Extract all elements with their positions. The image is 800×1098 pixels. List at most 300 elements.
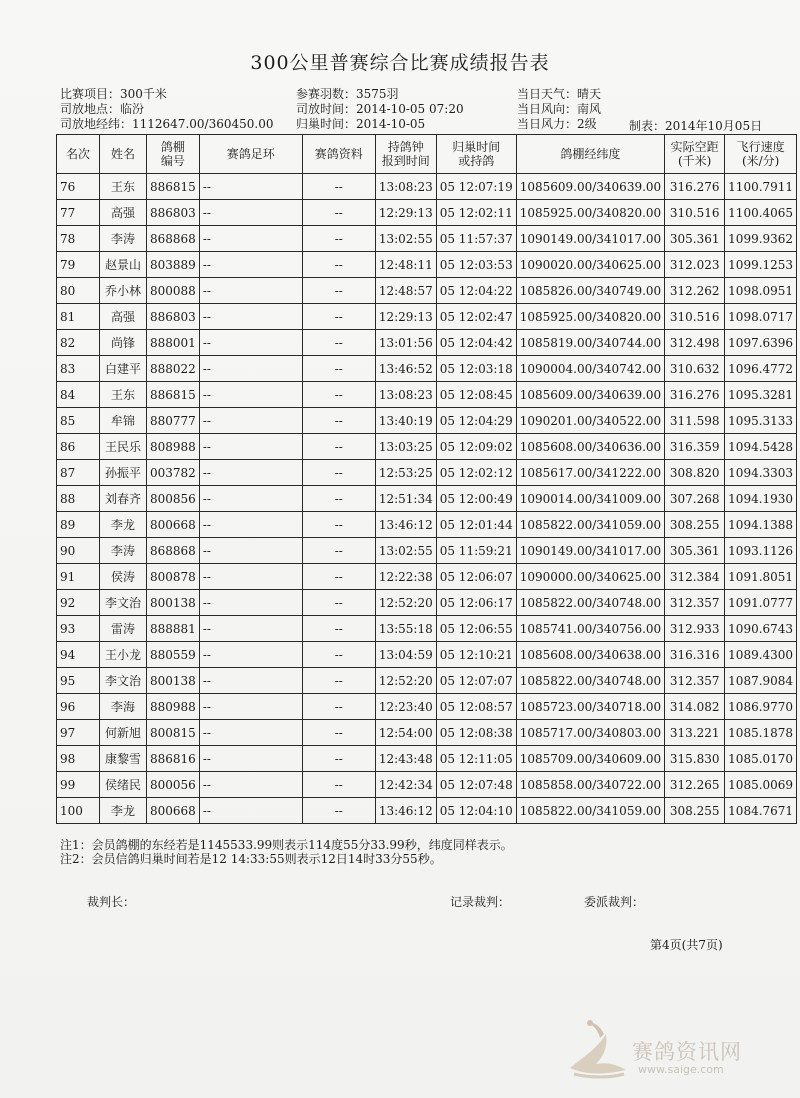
page-number: 第4页(共7页): [650, 938, 723, 952]
cell-pigeon-info: --: [302, 590, 375, 616]
table-row: [57, 616, 797, 642]
results-table: [56, 134, 797, 824]
header-distance-text: 实际空距 (千米): [670, 140, 719, 168]
cell-loft-number: 800878: [147, 564, 200, 590]
cell-loft-coordinates: 1085822.00/340748.00: [516, 668, 664, 694]
cell-rank: 98: [57, 746, 100, 772]
cell-ring: --: [199, 616, 302, 642]
cell-name: 赵景山: [100, 252, 147, 278]
cell-clock-time: 12:53:25: [375, 460, 436, 486]
cell-ring: --: [199, 772, 302, 798]
header-loft-number-text: 鸽棚 编号: [160, 140, 185, 168]
cell-loft-number: 880559: [147, 642, 200, 668]
cell-return-time: 05 12:09:02: [436, 434, 516, 460]
cell-loft-number: 880777: [147, 408, 200, 434]
cell-distance: 308.820: [665, 460, 725, 486]
header-ring: 赛鸽足环: [199, 135, 302, 174]
watermark: [560, 1012, 780, 1084]
cell-pigeon-info: --: [302, 304, 375, 330]
cell-return-time: 05 12:07:07: [436, 668, 516, 694]
cell-loft-coordinates: 1090149.00/341017.00: [516, 538, 664, 564]
table-row: [57, 642, 797, 668]
cell-ring: --: [199, 330, 302, 356]
cell-rank: 77: [57, 200, 100, 226]
cell-name: 李涛: [100, 226, 147, 252]
cell-loft-number: 800088: [147, 278, 200, 304]
header-rank: 名次: [57, 135, 100, 174]
cell-distance: 308.255: [665, 798, 725, 824]
cell-ring: --: [199, 798, 302, 824]
table-row: [57, 226, 797, 252]
cell-clock-time: 12:23:40: [375, 694, 436, 720]
table-row: [57, 720, 797, 746]
recording-referee-label: 记录裁判：: [450, 895, 511, 909]
cell-distance: 312.262: [665, 278, 725, 304]
cell-rank: 87: [57, 460, 100, 486]
cell-pigeon-info: --: [302, 356, 375, 382]
cell-loft-coordinates: 1090014.00/341009.00: [516, 486, 664, 512]
cell-return-time: 05 11:57:37: [436, 226, 516, 252]
cell-name: 高强: [100, 200, 147, 226]
cell-loft-coordinates: 1085609.00/340639.00: [516, 382, 664, 408]
cell-rank: 83: [57, 356, 100, 382]
cell-pigeon-info: --: [302, 668, 375, 694]
table-row: [57, 512, 797, 538]
cell-ring: --: [199, 486, 302, 512]
cell-pigeon-info: --: [302, 434, 375, 460]
header-clock-time-text: 持鸽钟 报到时间: [381, 140, 430, 168]
footnote-2: 注2：会员信鸽归巢时间若是12 14:33:55则表示12日14时33分55秒。: [60, 852, 442, 866]
cell-rank: 79: [57, 252, 100, 278]
cell-distance: 316.276: [665, 174, 725, 200]
cell-clock-time: 12:43:48: [375, 746, 436, 772]
header-distance: [665, 135, 725, 174]
cell-return-time: 05 12:06:07: [436, 564, 516, 590]
cell-speed: 1098.0717: [725, 304, 797, 330]
cell-distance: 312.384: [665, 564, 725, 590]
cell-speed: 1091.0777: [725, 590, 797, 616]
cell-return-time: 05 12:03:53: [436, 252, 516, 278]
cell-loft-coordinates: 1085822.00/340748.00: [516, 590, 664, 616]
cell-ring: --: [199, 356, 302, 382]
table-row: [57, 174, 797, 200]
cell-speed: 1095.3133: [725, 408, 797, 434]
cell-pigeon-info: --: [302, 252, 375, 278]
cell-ring: --: [199, 382, 302, 408]
cell-loft-number: 888022: [147, 356, 200, 382]
cell-distance: 310.632: [665, 356, 725, 382]
cell-ring: --: [199, 252, 302, 278]
cell-loft-coordinates: 1085617.00/341222.00: [516, 460, 664, 486]
delegated-referee-label: 委派裁判：: [584, 895, 645, 909]
cell-ring: --: [199, 720, 302, 746]
cell-distance: 314.082: [665, 694, 725, 720]
footnote-1: 注1：会员鸽棚的东经若是1145533.99则表示114度55分33.99秒，纬度同样表示。: [60, 838, 513, 852]
watermark-site-name: 赛鸽资讯网: [632, 1040, 742, 1064]
cell-name: 白建平: [100, 356, 147, 382]
cell-speed: 1099.1253: [725, 252, 797, 278]
cell-rank: 86: [57, 434, 100, 460]
cell-name: 刘春齐: [100, 486, 147, 512]
table-row: [57, 252, 797, 278]
cell-return-time: 05 12:04:29: [436, 408, 516, 434]
table-header-row: [57, 135, 797, 174]
cell-ring: --: [199, 694, 302, 720]
cell-rank: 80: [57, 278, 100, 304]
cell-ring: --: [199, 538, 302, 564]
cell-name: 孙振平: [100, 460, 147, 486]
cell-loft-number: 800056: [147, 772, 200, 798]
cell-distance: 305.361: [665, 538, 725, 564]
cell-name: 李文治: [100, 590, 147, 616]
cell-distance: 308.255: [665, 512, 725, 538]
cell-ring: --: [199, 512, 302, 538]
release-coordinates: 司放地经纬：1112647.00/360450.00: [60, 117, 274, 131]
cell-clock-time: 13:03:25: [375, 434, 436, 460]
cell-clock-time: 12:29:13: [375, 304, 436, 330]
cell-return-time: 05 12:11:05: [436, 746, 516, 772]
table-row: [57, 668, 797, 694]
cell-distance: 311.598: [665, 408, 725, 434]
table-row: [57, 486, 797, 512]
cell-name: 李海: [100, 694, 147, 720]
cell-clock-time: 12:42:34: [375, 772, 436, 798]
cell-name: 王民乐: [100, 434, 147, 460]
cell-loft-number: 808988: [147, 434, 200, 460]
cell-ring: --: [199, 226, 302, 252]
cell-distance: 312.357: [665, 668, 725, 694]
cell-loft-number: 800668: [147, 512, 200, 538]
table-row: [57, 408, 797, 434]
cell-rank: 92: [57, 590, 100, 616]
table-row: [57, 798, 797, 824]
cell-name: 雷涛: [100, 616, 147, 642]
cell-distance: 312.933: [665, 616, 725, 642]
cell-rank: 94: [57, 642, 100, 668]
cell-speed: 1094.1388: [725, 512, 797, 538]
cell-rank: 88: [57, 486, 100, 512]
cell-loft-coordinates: 1090201.00/340522.00: [516, 408, 664, 434]
cell-rank: 81: [57, 304, 100, 330]
cell-clock-time: 13:40:19: [375, 408, 436, 434]
cell-loft-number: 800668: [147, 798, 200, 824]
cell-speed: 1093.1126: [725, 538, 797, 564]
cell-ring: --: [199, 174, 302, 200]
cell-rank: 82: [57, 330, 100, 356]
table-row: [57, 772, 797, 798]
cell-clock-time: 12:29:13: [375, 200, 436, 226]
pigeon-logo-icon: [560, 1012, 632, 1084]
table-row: [57, 356, 797, 382]
cell-loft-number: 886816: [147, 746, 200, 772]
cell-speed: 1094.5428: [725, 434, 797, 460]
cell-pigeon-info: --: [302, 772, 375, 798]
cell-return-time: 05 12:04:42: [436, 330, 516, 356]
cell-speed: 1094.3303: [725, 460, 797, 486]
cell-name: 尚锋: [100, 330, 147, 356]
cell-name: 王小龙: [100, 642, 147, 668]
cell-ring: --: [199, 746, 302, 772]
cell-loft-number: 886803: [147, 304, 200, 330]
cell-loft-number: 800815: [147, 720, 200, 746]
cell-pigeon-info: --: [302, 330, 375, 356]
cell-ring: --: [199, 460, 302, 486]
header-pigeon-info: 赛鸽资料: [302, 135, 375, 174]
cell-return-time: 05 12:08:57: [436, 694, 516, 720]
table-row: [57, 330, 797, 356]
cell-distance: 310.516: [665, 304, 725, 330]
cell-pigeon-info: --: [302, 642, 375, 668]
cell-pigeon-info: --: [302, 720, 375, 746]
cell-loft-coordinates: 1085741.00/340756.00: [516, 616, 664, 642]
cell-clock-time: 13:02:55: [375, 538, 436, 564]
cell-return-time: 05 12:07:48: [436, 772, 516, 798]
table-row: [57, 460, 797, 486]
cell-return-time: 05 12:06:55: [436, 616, 516, 642]
cell-ring: --: [199, 200, 302, 226]
cell-pigeon-info: --: [302, 460, 375, 486]
cell-return-time: 05 12:02:12: [436, 460, 516, 486]
cell-rank: 93: [57, 616, 100, 642]
cell-loft-coordinates: 1085608.00/340638.00: [516, 642, 664, 668]
cell-loft-number: 803889: [147, 252, 200, 278]
cell-loft-coordinates: 1085822.00/341059.00: [516, 798, 664, 824]
table-row: [57, 694, 797, 720]
cell-speed: 1091.8051: [725, 564, 797, 590]
info-column-1: [60, 87, 273, 132]
table-row: [57, 200, 797, 226]
cell-rank: 91: [57, 564, 100, 590]
cell-loft-number: 888001: [147, 330, 200, 356]
cell-loft-number: 886815: [147, 174, 200, 200]
tabulation-date: 制表：2014年10月05日: [629, 119, 763, 133]
cell-clock-time: 13:08:23: [375, 382, 436, 408]
cell-return-time: 05 11:59:21: [436, 538, 516, 564]
cell-distance: 316.276: [665, 382, 725, 408]
cell-loft-number: 886803: [147, 200, 200, 226]
table-row: [57, 746, 797, 772]
cell-clock-time: 13:55:18: [375, 616, 436, 642]
cell-name: 康黎雪: [100, 746, 147, 772]
cell-clock-time: 12:48:11: [375, 252, 436, 278]
cell-loft-coordinates: 1085717.00/340803.00: [516, 720, 664, 746]
cell-distance: 310.516: [665, 200, 725, 226]
cell-name: 侯绪民: [100, 772, 147, 798]
release-time: 司放时间：2014-10-05 07:20: [296, 102, 464, 116]
cell-speed: 1096.4772: [725, 356, 797, 382]
cell-name: 何新旭: [100, 720, 147, 746]
cell-clock-time: 13:46:52: [375, 356, 436, 382]
cell-pigeon-info: --: [302, 382, 375, 408]
return-date: 归巢时间：2014-10-05: [296, 117, 426, 131]
cell-loft-number: 886815: [147, 382, 200, 408]
cell-distance: 305.361: [665, 226, 725, 252]
info-column-3: [517, 87, 601, 132]
cell-rank: 76: [57, 174, 100, 200]
cell-loft-coordinates: 1085826.00/340749.00: [516, 278, 664, 304]
cell-speed: 1090.6743: [725, 616, 797, 642]
race-item: 比赛项目：300千米: [60, 87, 167, 101]
cell-return-time: 05 12:00:49: [436, 486, 516, 512]
cell-distance: 316.316: [665, 642, 725, 668]
cell-pigeon-info: --: [302, 616, 375, 642]
header-name: 姓名: [100, 135, 147, 174]
cell-clock-time: 12:22:38: [375, 564, 436, 590]
table-row: [57, 278, 797, 304]
footnotes: [60, 838, 513, 866]
cell-loft-number: 800138: [147, 668, 200, 694]
cell-pigeon-info: --: [302, 200, 375, 226]
cell-clock-time: 13:46:12: [375, 798, 436, 824]
cell-distance: 307.268: [665, 486, 725, 512]
cell-distance: 312.023: [665, 252, 725, 278]
results-body: [57, 174, 797, 824]
cell-return-time: 05 12:06:17: [436, 590, 516, 616]
cell-name: 王东: [100, 382, 147, 408]
cell-rank: 96: [57, 694, 100, 720]
cell-loft-coordinates: 1090020.00/340625.00: [516, 252, 664, 278]
cell-ring: --: [199, 564, 302, 590]
watermark-site-url: www.saige.com: [638, 1063, 724, 1076]
cell-loft-coordinates: 1090004.00/340742.00: [516, 356, 664, 382]
header-speed-text: 飞行速度 (米/分): [736, 140, 785, 168]
cell-distance: 315.830: [665, 746, 725, 772]
wind-force: 当日风力：2级: [517, 117, 597, 131]
cell-rank: 100: [57, 798, 100, 824]
chief-referee-label: 裁判长：: [87, 895, 136, 909]
cell-speed: 1099.9362: [725, 226, 797, 252]
cell-return-time: 05 12:08:45: [436, 382, 516, 408]
cell-distance: 312.265: [665, 772, 725, 798]
cell-ring: --: [199, 304, 302, 330]
cell-clock-time: 12:51:34: [375, 486, 436, 512]
cell-pigeon-info: --: [302, 746, 375, 772]
header-speed: [725, 135, 797, 174]
table-row: [57, 304, 797, 330]
cell-loft-number: 868868: [147, 226, 200, 252]
cell-return-time: 05 12:03:18: [436, 356, 516, 382]
cell-loft-coordinates: 1090000.00/340625.00: [516, 564, 664, 590]
cell-name: 李龙: [100, 512, 147, 538]
cell-rank: 78: [57, 226, 100, 252]
cell-loft-number: 888881: [147, 616, 200, 642]
cell-pigeon-info: --: [302, 226, 375, 252]
cell-rank: 85: [57, 408, 100, 434]
cell-loft-number: 003782: [147, 460, 200, 486]
cell-return-time: 05 12:04:10: [436, 798, 516, 824]
cell-clock-time: 13:01:56: [375, 330, 436, 356]
cell-loft-coordinates: 1085723.00/340718.00: [516, 694, 664, 720]
entry-count: 参赛羽数：3575羽: [296, 87, 399, 101]
cell-speed: 1100.4065: [725, 200, 797, 226]
cell-clock-time: 12:52:20: [375, 668, 436, 694]
cell-speed: 1085.0069: [725, 772, 797, 798]
cell-name: 李文治: [100, 668, 147, 694]
cell-loft-number: 800138: [147, 590, 200, 616]
cell-loft-coordinates: 1085709.00/340609.00: [516, 746, 664, 772]
header-return-time: [436, 135, 516, 174]
wind-direction: 当日风向：南风: [517, 102, 602, 116]
cell-pigeon-info: --: [302, 174, 375, 200]
weather: 当日天气：晴天: [517, 87, 602, 101]
cell-speed: 1085.0170: [725, 746, 797, 772]
cell-ring: --: [199, 408, 302, 434]
report-title: 300公里普赛综合比赛成绩报告表: [250, 52, 550, 74]
cell-rank: 89: [57, 512, 100, 538]
cell-rank: 99: [57, 772, 100, 798]
cell-return-time: 05 12:02:11: [436, 200, 516, 226]
cell-speed: 1098.0951: [725, 278, 797, 304]
cell-distance: 313.221: [665, 720, 725, 746]
cell-pigeon-info: --: [302, 486, 375, 512]
table-row: [57, 590, 797, 616]
cell-name: 李龙: [100, 798, 147, 824]
cell-loft-coordinates: 1085925.00/340820.00: [516, 304, 664, 330]
cell-clock-time: 13:02:55: [375, 226, 436, 252]
cell-pigeon-info: --: [302, 798, 375, 824]
header-loft-number: [147, 135, 200, 174]
cell-return-time: 05 12:08:38: [436, 720, 516, 746]
cell-return-time: 05 12:04:22: [436, 278, 516, 304]
cell-loft-number: 880988: [147, 694, 200, 720]
cell-pigeon-info: --: [302, 564, 375, 590]
release-location: 司放地点：临汾: [60, 102, 145, 116]
header-loft-coordinates: 鸽棚经纬度: [516, 135, 664, 174]
cell-ring: --: [199, 590, 302, 616]
cell-loft-coordinates: 1085925.00/340820.00: [516, 200, 664, 226]
cell-speed: 1087.9084: [725, 668, 797, 694]
cell-speed: 1086.9770: [725, 694, 797, 720]
cell-speed: 1085.1878: [725, 720, 797, 746]
cell-loft-coordinates: 1090149.00/341017.00: [516, 226, 664, 252]
cell-ring: --: [199, 434, 302, 460]
cell-speed: 1100.7911: [725, 174, 797, 200]
table-row: [57, 382, 797, 408]
cell-pigeon-info: --: [302, 278, 375, 304]
cell-return-time: 05 12:10:21: [436, 642, 516, 668]
header-return-time-text: 归巢时间 或持鸽: [452, 140, 501, 168]
cell-pigeon-info: --: [302, 408, 375, 434]
cell-speed: 1097.6396: [725, 330, 797, 356]
table-row: [57, 564, 797, 590]
cell-distance: 316.359: [665, 434, 725, 460]
header-clock-time: [375, 135, 436, 174]
cell-loft-coordinates: 1085608.00/340636.00: [516, 434, 664, 460]
cell-ring: --: [199, 278, 302, 304]
cell-speed: 1089.4300: [725, 642, 797, 668]
cell-speed: 1095.3281: [725, 382, 797, 408]
cell-rank: 95: [57, 668, 100, 694]
cell-name: 乔小林: [100, 278, 147, 304]
cell-speed: 1084.7671: [725, 798, 797, 824]
cell-pigeon-info: --: [302, 538, 375, 564]
cell-distance: 312.357: [665, 590, 725, 616]
cell-rank: 84: [57, 382, 100, 408]
cell-return-time: 05 12:01:44: [436, 512, 516, 538]
cell-loft-number: 800856: [147, 486, 200, 512]
cell-name: 李涛: [100, 538, 147, 564]
info-column-2: [296, 87, 464, 132]
cell-ring: --: [199, 642, 302, 668]
cell-pigeon-info: --: [302, 512, 375, 538]
cell-rank: 97: [57, 720, 100, 746]
cell-name: 侯涛: [100, 564, 147, 590]
cell-loft-coordinates: 1085858.00/340722.00: [516, 772, 664, 798]
cell-name: 牟锦: [100, 408, 147, 434]
cell-clock-time: 12:48:57: [375, 278, 436, 304]
cell-loft-number: 868868: [147, 538, 200, 564]
cell-clock-time: 12:52:20: [375, 590, 436, 616]
